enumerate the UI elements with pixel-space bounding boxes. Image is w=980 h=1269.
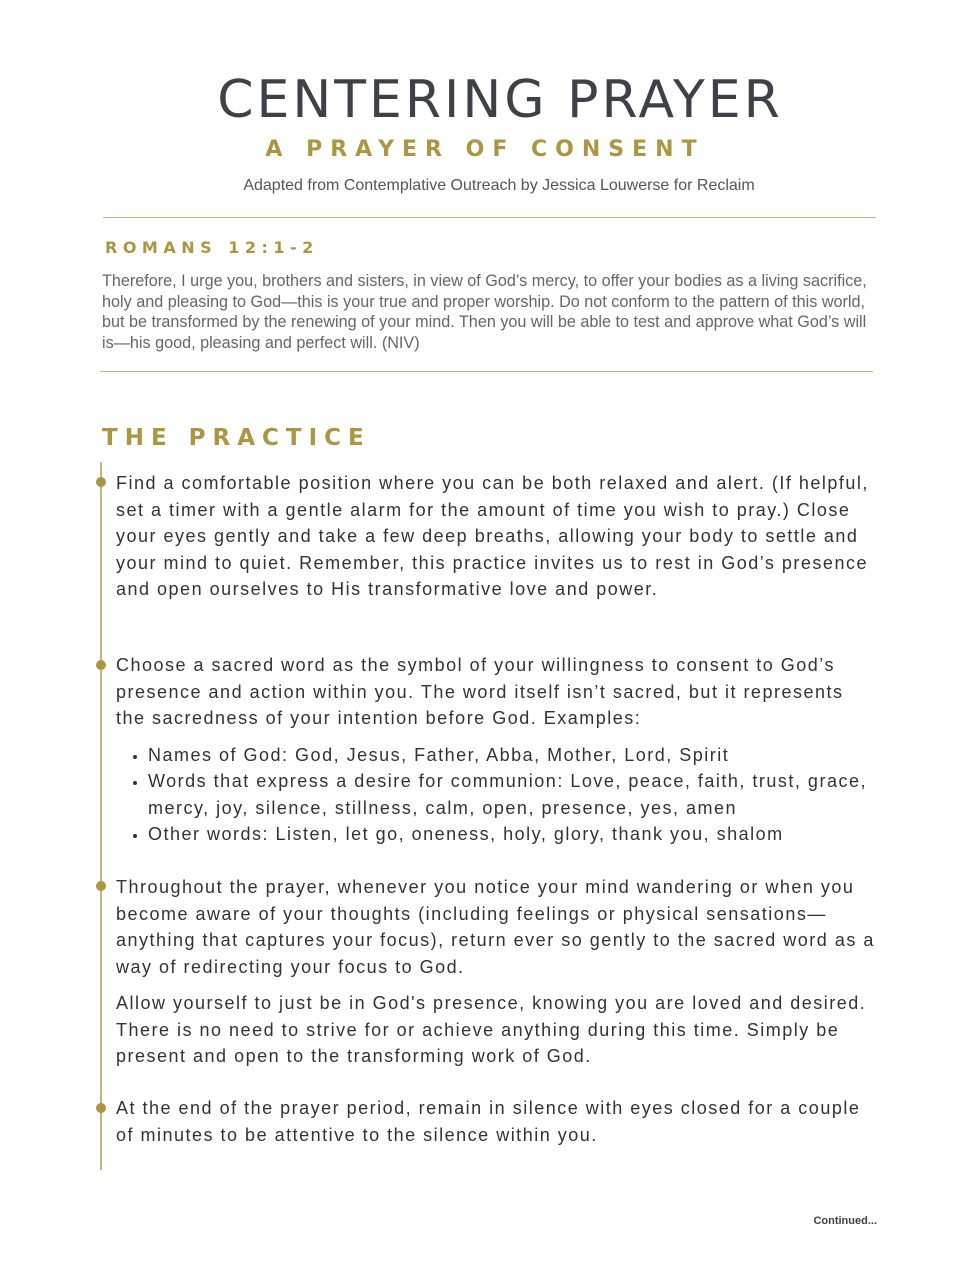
top-divider: [103, 217, 876, 218]
practice-step-3: [116, 874, 876, 1070]
list-item: • Other words: Listen, let go, oneness, holy, glory, thank you, shalom: [148, 821, 876, 848]
scripture-reference: ROMANS 12:1-2: [105, 238, 319, 257]
sacred-word-examples: [116, 742, 876, 848]
list-item: • Words that express a desire for communion: Love, peace, faith, trust, grace, mercy, joy, silence, stillness, calm, open, presence, yes, amen: [148, 768, 876, 821]
timeline-dot: [96, 660, 106, 670]
step-text: Find a comfortable position where you can be both relaxed and alert. (If helpful, set a timer with a gentle alarm for the amount of time you wish to pray.) Close your eyes gently and take a few deep breaths, allowing your body to settle and your mind to quiet. Remember, this practice invites us to rest in God’s presence and open ourselves to His transformative love and power.: [116, 473, 869, 599]
timeline-line: [100, 462, 102, 1170]
list-item: • Names of God: God, Jesus, Father, Abba, Mother, Lord, Spirit: [148, 742, 876, 769]
page-title: CENTERING PRAYER: [217, 70, 783, 130]
credit-line: Adapted from Contemplative Outreach by Jessica Louwerse for Reclaim: [243, 177, 755, 194]
timeline-dot: [96, 1103, 106, 1113]
step-followup-text: Allow yourself to just be in God's presence, knowing you are loved and desired. There is no need to strive for or achieve anything during this time. Simply be present and open to the transforming work of God.: [116, 993, 867, 1066]
bottom-divider: [100, 371, 873, 372]
page-subtitle: A PRAYER OF CONSENT: [265, 137, 705, 162]
timeline-dot: [96, 881, 106, 891]
practice-step-4: [116, 1095, 876, 1148]
step-text: Throughout the prayer, whenever you notice your mind wandering or when you become aware of your thoughts (including feelings or physical sensations—anything that captures your focus), return ever so gently to the sacred word as a way of redirecting your focus to God.: [116, 877, 875, 977]
practice-heading: THE PRACTICE: [102, 425, 371, 451]
scripture-text: Therefore, I urge you, brothers and sisters, in view of God’s mercy, to offer your bodies as a living sacrifice, holy and pleasing to God—this is your true and proper worship. Do not conform to the pattern of this world, but be transformed by the renewing of your mind. Then you will be able to test and approve what God’s will is—his good, pleasing and perfect will. (NIV): [102, 272, 867, 352]
step-text: At the end of the prayer period, remain in silence with eyes closed for a couple of minutes to be attentive to the silence within you.: [116, 1098, 861, 1145]
practice-step-2: [116, 652, 876, 848]
timeline-dot: [96, 477, 106, 487]
practice-step-1: [116, 470, 876, 603]
continued-label: Continued...: [813, 1215, 877, 1227]
step-text: Choose a sacred word as the symbol of your willingness to consent to God’s presence and action within you. The word itself isn’t sacred, but it represents the sacredness of your intention before God. Examples:: [116, 655, 844, 728]
